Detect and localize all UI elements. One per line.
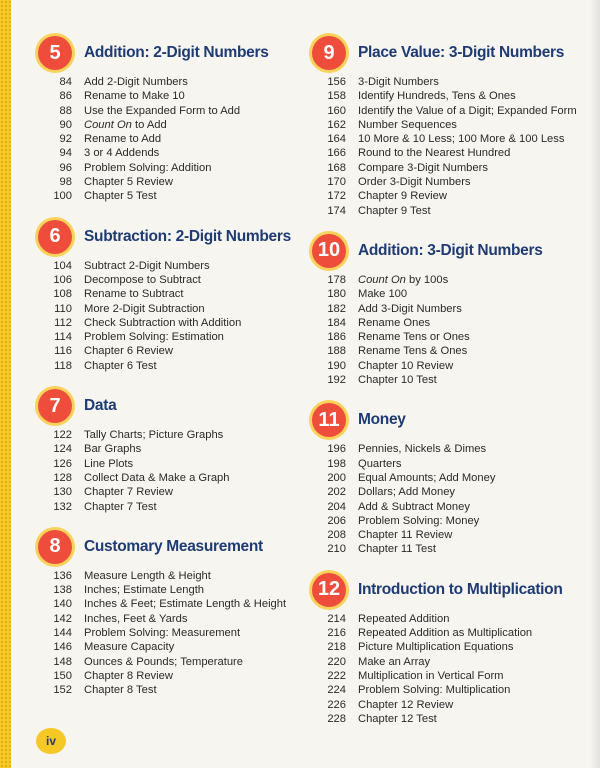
lesson-page-number: 96 [59,161,72,174]
lesson-row [38,146,308,160]
lesson-row [312,287,582,301]
lesson-title: Chapter 9 Test [358,204,431,217]
lesson-row [312,542,582,556]
lesson-title: Measure Length & Height [84,569,211,582]
lesson-title: Problem Solving: Estimation [84,331,224,344]
lesson-row [38,655,308,669]
chapter-heading [38,528,308,566]
lesson-row [38,500,308,514]
lesson-page-number: 166 [327,147,346,160]
lesson-list [38,75,308,204]
lesson-row [38,302,308,316]
lesson-row [38,175,308,189]
lesson-page-number: 218 [327,641,346,654]
lesson-title: Rename Ones [358,316,431,329]
lesson-page-number: 160 [327,104,346,117]
lesson-page-number: 108 [53,288,72,301]
lesson-page-number: 118 [54,359,72,372]
lesson-row [312,330,582,344]
lesson-title: Use the Expanded Form to Add [84,104,241,117]
chapter-number-badge: 8 [38,530,72,564]
lesson-page-number: 156 [327,76,346,88]
lesson-title: Chapter 8 Test [84,684,157,697]
lesson-row [38,132,308,146]
lesson-title: Identify Hundreds, Tens & Ones [358,90,516,103]
lesson-page-number: 202 [327,486,346,499]
lesson-list [38,259,308,373]
chapter-heading [312,232,582,270]
lesson-page-number: 116 [54,345,72,358]
lesson-row [312,204,582,218]
lesson-title: Chapter 12 Test [358,712,437,725]
lesson-title: Inches; Estimate Length [84,584,205,597]
lesson-row [38,287,308,301]
lesson-title: Chapter 7 Test [84,500,157,513]
lesson-row [312,189,582,203]
lesson-row [38,583,308,597]
lesson-list [312,273,582,387]
lesson-row [312,75,582,89]
lesson-title: Problem Solving: Measurement [84,627,241,640]
lesson-row [38,75,308,89]
lesson-title: Ounces & Pounds; Temperature [84,655,243,668]
chapter-section [38,218,308,373]
chapter-heading [312,401,582,439]
lesson-page-number: 140 [53,598,72,611]
lesson-page-number: 162 [327,118,346,131]
chapter-number-badge: 6 [38,220,72,254]
lesson-page-number: 150 [53,669,72,682]
lesson-title: Make 100 [358,288,408,301]
lesson-page-number: 144 [53,627,72,640]
lesson-title: Rename to Make 10 [84,90,185,103]
lesson-row [312,161,582,175]
lesson-page-number: 224 [327,684,346,697]
lesson-title: Check Subtraction with Addition [84,316,242,329]
chapter-number-badge: 5 [38,36,72,70]
lesson-page-number: 222 [327,669,346,682]
lesson-page-number: 172 [327,190,346,203]
chapter-section [38,528,308,698]
lesson-page-number: 130 [53,486,72,499]
lesson-title: Bar Graphs [84,443,142,456]
lesson-page-number: 152 [53,684,72,697]
lesson-page-number: 170 [327,176,346,189]
chapter-title: Place Value: 3-Digit Numbers [358,44,565,61]
lesson-row [312,316,582,330]
lesson-page-number: 190 [327,359,346,372]
lesson-row [38,612,308,626]
chapter-title: Data [84,397,117,415]
lesson-title: Rename to Add [84,133,162,146]
chapter-title: Introduction to Multiplication [358,580,563,598]
lesson-row [38,89,308,103]
page-shadow [590,0,600,768]
lesson-row [312,344,582,358]
lesson-row [312,626,582,640]
lesson-row [312,146,582,160]
lesson-title: Rename Tens or Ones [358,331,470,344]
lesson-page-number: 142 [53,612,72,625]
chapter-title: Addition: 3-Digit Numbers [358,241,543,259]
lesson-page-number: 92 [59,133,72,146]
lesson-page-number: 198 [327,457,346,470]
lesson-title: Repeated Addition as Multiplication [358,627,533,640]
lesson-row [38,428,308,442]
lesson-row [38,330,308,344]
toc-column-right [312,34,582,740]
lesson-title: Problem Solving: Addition [84,161,212,174]
lesson-row [312,457,582,471]
chapter-section [312,401,582,556]
lesson-page-number: 128 [53,471,72,484]
lesson-row [312,273,582,287]
lesson-page-number: 188 [327,345,346,358]
chapter-title: Addition: 2-Digit Numbers [84,44,269,61]
lesson-title: Chapter 10 Test [358,374,437,387]
lesson-title: Decompose to Subtract [84,273,201,286]
lesson-title: Chapter 10 Review [358,359,454,372]
chapter-heading [38,387,308,425]
lesson-row [38,683,308,697]
lesson-row [38,161,308,175]
lesson-page-number: 148 [53,655,72,668]
chapter-section [312,232,582,387]
lesson-title: Quarters [358,457,402,470]
lesson-row [312,698,582,712]
lesson-row [312,175,582,189]
lesson-title: Pennies, Nickels & Dimes [358,443,487,456]
chapter-title: Subtraction: 2-Digit Numbers [84,227,291,245]
chapter-heading [38,218,308,256]
lesson-row [38,626,308,640]
lesson-page-number: 192 [327,374,346,387]
lesson-list [312,442,582,556]
chapter-heading [312,34,582,72]
chapter-heading [312,571,582,609]
lesson-row [38,359,308,373]
lesson-title: Chapter 5 Test [84,190,157,203]
lesson-title: Add 2-Digit Numbers [84,76,188,88]
lesson-page-number: 132 [53,500,72,513]
lesson-list [38,569,308,698]
lesson-page-number: 138 [53,584,72,597]
chapter-number-badge: 10 [312,234,346,268]
lesson-page-number: 112 [54,316,72,329]
lesson-title: Number Sequences [358,118,457,131]
page-number: iv [45,734,56,748]
lesson-page-number: 206 [327,514,346,527]
lesson-title: Subtract 2-Digit Numbers [84,259,210,272]
lesson-page-number: 94 [59,147,72,160]
lesson-page-number: 88 [59,104,72,117]
lesson-list [38,428,308,514]
lesson-page-number: 174 [327,204,346,217]
chapter-number-badge: 7 [38,389,72,423]
chapter-section [38,387,308,514]
lesson-row [38,485,308,499]
lesson-title: Identify the Value of a Digit; Expanded Form [358,104,577,117]
lesson-title: Repeated Addition [358,612,450,625]
lesson-row [38,316,308,330]
lesson-title: Chapter 8 Review [84,669,173,682]
lesson-row [312,669,582,683]
lesson-list [312,75,582,218]
lesson-row [312,442,582,456]
lesson-page-number: 84 [59,76,72,88]
lesson-page-number: 124 [53,443,72,456]
lesson-page-number: 220 [327,655,346,668]
chapter-number-badge: 9 [312,36,346,70]
chapter-section [38,34,308,204]
lesson-row [312,104,582,118]
lesson-title: Make an Array [358,655,431,668]
lesson-page-number: 168 [327,161,346,174]
lesson-list [312,612,582,726]
lesson-page-number: 122 [53,429,72,442]
lesson-page-number: 200 [327,471,346,484]
lesson-title: Round to the Nearest Hundred [358,147,511,160]
lesson-page-number: 136 [53,569,72,582]
lesson-page-number: 216 [327,627,346,640]
chapter-title: Money [358,411,406,429]
lesson-row [312,89,582,103]
lesson-page-number: 210 [327,543,346,556]
lesson-title: 3 or 4 Addends [84,147,160,160]
lesson-row [38,442,308,456]
lesson-row [312,612,582,626]
lesson-title: Rename Tens & Ones [358,345,468,358]
lesson-row [312,683,582,697]
lesson-title: Problem Solving: Multiplication [358,684,511,697]
lesson-title: Picture Multiplication Equations [358,641,514,654]
lesson-row [312,118,582,132]
lesson-title: Chapter 11 Test [358,543,436,556]
lesson-page-number: 182 [327,302,346,315]
lesson-row [38,273,308,287]
lesson-title: 3-Digit Numbers [358,76,439,88]
lesson-page-number: 184 [327,316,346,329]
lesson-title: Add 3-Digit Numbers [358,302,462,315]
lesson-title: Chapter 7 Review [84,486,173,499]
lesson-title: Dollars; Add Money [358,486,456,499]
lesson-page-number: 196 [327,443,346,456]
lesson-title: 10 More & 10 Less; 100 More & 100 Less [358,133,565,146]
chapter-section [312,571,582,726]
lesson-title: Chapter 12 Review [358,698,454,711]
lesson-row [312,514,582,528]
lesson-page-number: 98 [59,176,72,189]
lesson-page-number: 158 [327,90,346,103]
lesson-title: Compare 3-Digit Numbers [358,161,488,174]
lesson-title: Rename to Subtract [84,288,184,301]
lesson-row [312,132,582,146]
lesson-title: Tally Charts; Picture Graphs [84,429,224,442]
lesson-page-number: 204 [327,500,346,513]
lesson-page-number: 106 [53,273,72,286]
lesson-row [38,189,308,203]
lesson-page-number: 178 [327,273,346,286]
lesson-title-emphasis: Count On [358,273,406,286]
lesson-title [358,273,448,287]
lesson-row [312,528,582,542]
lesson-page-number: 100 [53,190,72,203]
chapter-section [312,34,582,218]
lesson-row [312,471,582,485]
lesson-page-number: 86 [59,90,72,103]
lesson-title: Inches & Feet; Estimate Length & Height [84,598,287,611]
chapter-number-badge: 11 [312,403,346,437]
lesson-row [312,485,582,499]
yellow-edge-strip [0,0,11,768]
lesson-title: Problem Solving: Money [358,514,480,527]
lesson-row [38,471,308,485]
lesson-row [38,259,308,273]
lesson-title: Collect Data & Make a Graph [84,471,230,484]
lesson-row [312,302,582,316]
lesson-row [38,669,308,683]
lesson-page-number: 186 [327,331,346,344]
lesson-title: Chapter 5 Review [84,176,173,189]
lesson-title-rest: to Add [131,118,167,131]
lesson-row [312,712,582,726]
lesson-title: Chapter 9 Review [358,190,447,203]
lesson-page-number: 164 [327,133,346,146]
lesson-title: Line Plots [84,457,134,470]
lesson-page-number: 226 [327,698,346,711]
chapter-title: Customary Measurement [84,537,263,555]
lesson-page-number: 180 [327,288,346,301]
lesson-row [312,500,582,514]
lesson-title [84,118,167,132]
lesson-row [38,344,308,358]
lesson-page-number: 114 [54,331,72,344]
lesson-row [38,640,308,654]
lesson-page-number: 146 [53,641,72,654]
lesson-row [312,359,582,373]
lesson-page-number: 228 [327,712,346,725]
lesson-title: Multiplication in Vertical Form [358,669,504,682]
lesson-row [38,597,308,611]
lesson-row [38,104,308,118]
page-number-badge [36,728,66,754]
lesson-row [38,569,308,583]
lesson-page-number: 110 [54,302,72,315]
lesson-row [38,118,308,132]
lesson-row [312,655,582,669]
lesson-title: Chapter 11 Review [358,529,453,542]
lesson-title: Measure Capacity [84,641,175,654]
lesson-title: More 2-Digit Subtraction [84,302,205,315]
lesson-title: Chapter 6 Review [84,345,173,358]
lesson-title: Inches, Feet & Yards [84,612,188,625]
lesson-title: Chapter 6 Test [84,359,157,372]
lesson-page-number: 90 [59,118,72,131]
lesson-title-rest: by 100s [405,273,449,286]
chapter-heading [38,34,308,72]
lesson-title: Equal Amounts; Add Money [358,471,496,484]
lesson-title: Add & Subtract Money [358,500,470,513]
lesson-page-number: 208 [327,529,346,542]
lesson-page-number: 104 [53,259,72,272]
lesson-row [312,373,582,387]
lesson-page-number: 214 [327,612,346,625]
lesson-page-number: 126 [53,457,72,470]
lesson-title: Order 3-Digit Numbers [358,176,471,189]
lesson-row [312,640,582,654]
chapter-number-badge: 12 [312,573,346,607]
toc-column-left [38,34,308,712]
lesson-title-emphasis: Count On [84,118,132,131]
lesson-row [38,457,308,471]
